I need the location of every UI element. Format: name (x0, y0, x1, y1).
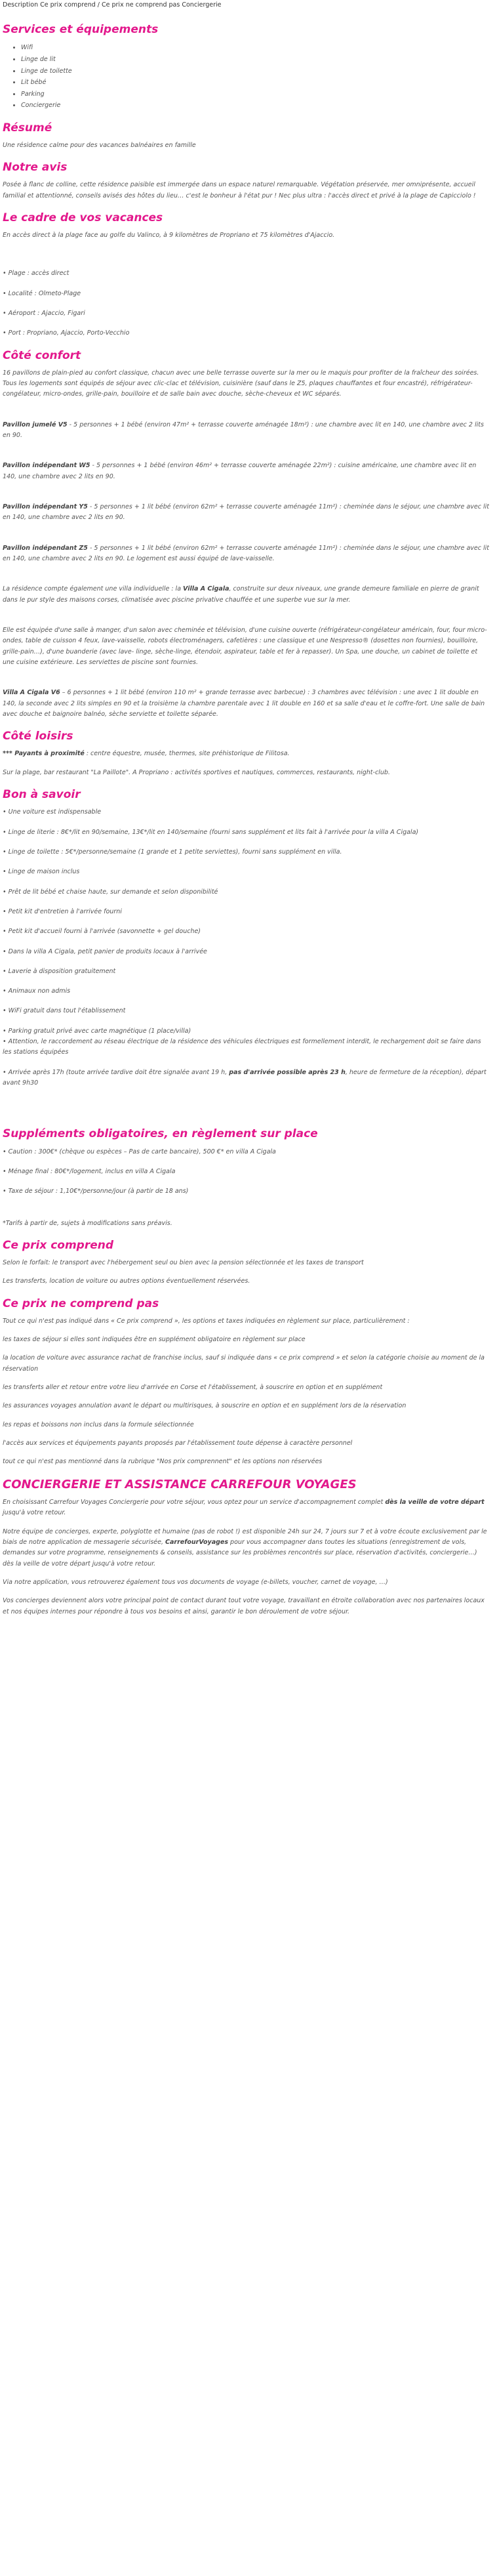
list-item: • Laverie à disposition gratuitement (3, 967, 116, 975)
comprend-text-1: Selon le forfait: le transport avec l'hébergement seul ou bien avec la pension sélectionnée et les taxes de transport (3, 1258, 364, 1266)
cadre-bullet-plage: • Plage : accès direct (3, 270, 70, 278)
loisirs-plage: Sur la plage, bar restaurant "La Paillote". A Propriano : activités sportives et nautiques, commerces, restaurants, night-club. (3, 768, 390, 776)
list-item: • Linge de toilette (21, 66, 489, 77)
list-item: les repas et boissons non inclus dans la formule sélectionnée (3, 1421, 194, 1428)
comprend-text-2: Les transferts, location de voiture ou autres options éventuellement réservées. (3, 1278, 250, 1285)
resume-text: Une résidence calme pour des vacances balnéaires en famille (3, 141, 196, 149)
villa-v6-name: Villa A Cigala V6 (3, 689, 60, 697)
loisirs-payants: *** Payants à proximité : centre équestre, musée, thermes, site préhistorique de Filitosa. (3, 750, 290, 758)
list-item: • Ménage final : 80€*/logement, inclus en villa A Cigala (3, 1167, 176, 1175)
list-item: tout ce qui n'est pas mentionné dans la rubrique "Nos prix comprennent" et les options non réservées (3, 1458, 323, 1466)
resume-title: Résumé (3, 121, 52, 135)
services-list (3, 42, 489, 111)
services-title: Services et équipements (3, 23, 159, 37)
cadre-text: En accès direct à la plage face au golfe du Valinco, à 9 kilomètres de Propriano et 75 kilomètres d'Ajaccio. (3, 232, 335, 239)
pavillon-y5-name: Pavillon indépendant Y5 (3, 503, 88, 511)
list-item: l'accès aux services et équipements payants proposés par l'établissement toute dépense à caractère personnel (3, 1440, 353, 1447)
list-item: • Linge de lit (21, 54, 489, 66)
villa-v6 (3, 688, 489, 720)
list-item: • Une voiture est indispensable (3, 808, 102, 816)
list-item: • Taxe de séjour : 1,10€*/personne/jour (à partir de 18 ans) (3, 1188, 189, 1195)
list-item: • Dans la villa A Cigala, petit panier de produits locaux à l'arrivée (3, 947, 207, 955)
list-item: • Linge de literie : 8€*/lit en 90/semaine, 13€*/lit en 140/semaine (fourni sans supplément et lits fait à l'arrivée pour la villa A Cigala) (3, 828, 419, 836)
list-item: • WiFi gratuit dans tout l'établissement (3, 1007, 126, 1015)
arrival-info: • Arrivée après 17h (toute arrivée tardive doit être signalée avant 19 h, pas d'arrivée possible après 23 h, heure de fermeture de la réception), départ avant 9h30 (3, 1068, 487, 1087)
supplements-title: Suppléments obligatoires, en règlement sur place (3, 1127, 318, 1141)
list-item: les transferts aller et retour entre votre lieu d'arrivée en Corse et l'établissement, à souscrire en option et en supplément (3, 1384, 383, 1392)
cadre-bullet-localite: • Localité : Olmeto-Plage (3, 289, 81, 297)
list-item: • Caution : 300€* (chèque ou espèces – Pas de carte bancaire), 500 €* en villa A Cigala (3, 1148, 276, 1155)
confort-intro: 16 pavillons de plain-pied au confort classique, chacun avec une belle terrasse ouverte sur la mer ou le maquis pour profiter de la fraîcheur des soirées. Tous les logements sont équipés de séjour avec clic-clac et télévision, cuisinière (sauf dans le Z5, plaques chauffantes et four encastré), réfrigérateur-congélateur, micro-ondes, grille-pain, bouilloire et de salle bain avec douche, sèche-cheveux et WC séparés. (3, 369, 479, 398)
conciergerie-p1: En choisissant Carrefour Voyages Conciergerie pour votre séjour, vous optez pour un service d'accompagnement complet dès la veille de votre départ jusqu'à votre retour. (3, 1499, 485, 1517)
notre-avis-text: Posée à flanc de colline, cette résidence paisible est immergée dans un espace naturel remarquable. Végétation préservée, mer omniprésente, accueil familial et attentionné, conseils avisés des hôtes du lieu… c'est le bonheur à l'état pur ! Nec plus ultra : l'accès direct et privé à la plage de Capicciolo ! (3, 181, 476, 199)
cadre-bullet-aeroport: • Aéroport : Ajaccio, Figari (3, 310, 85, 318)
notre-avis-title: Notre avis (3, 161, 68, 175)
conciergerie-title: CONCIERGERIE ET ASSISTANCE CARREFOUR VOYAGES (3, 1477, 357, 1491)
list-item: la location de voiture avec assurance rachat de franchise inclus, sauf si indiquée dans « ce prix comprend » et selon la catégorie choisie au moment de la réservation (3, 1354, 485, 1373)
ne-comprend-title: Ce prix ne comprend pas (3, 1297, 159, 1310)
pavillon-w5-name: Pavillon indépendant W5 (3, 462, 90, 470)
list-item: • Attention, le raccordement au réseau électrique de la résidence des véhicules électriques est formellement interdit, le rechargement doit se faire dans les stations équipées (3, 1038, 481, 1056)
list-item: • Prêt de lit bébé et chaise haute, sur demande et selon disponibilité (3, 888, 218, 896)
pavillon-z5-name: Pavillon indépendant Z5 (3, 544, 88, 552)
list-item: • Wifi (21, 42, 489, 54)
tarifs-note: *Tarifs à partir de, sujets à modifications sans préavis. (3, 1219, 172, 1227)
list-item: • Petit kit d'accueil fourni à l'arrivée (savonnette + gel douche) (3, 928, 201, 936)
loisirs-title: Côté loisirs (3, 730, 73, 743)
villa-v6-text: – 6 personnes + 1 lit bébé (environ 110 m² + grande terrasse avec barbecue) : 3 chambres avec télévision : une avec 1 lit double en 140, la seconde avec 2 lits simples en 90 et la troisième la chambre parentale avec 1 lit double en 160 et sa salle d'eau et le coffre-fort. Une salle de bain avec douche et baignoire balnéo, sèche serviette et toilette séparée. (3, 689, 485, 718)
pavillon-v5-name: Pavillon jumelé V5 (3, 421, 68, 428)
conciergerie-p4: Vos concierges deviennent alors votre principal point de contact durant tout votre voyage, travaillant en étroite collaboration avec nos partenaires locaux et nos équipes internes pour répondre à tous vos besoins et ainsi, garantir le bon déroulement de votre séjour. (3, 1597, 485, 1615)
list-item: les assurances voyages annulation avant le départ ou multirisques, à souscrire en option et en supplément lors de la réservation (3, 1402, 407, 1410)
list-item: • Linge de toilette : 5€*/personne/semaine (1 grande et 1 petite serviettes), fourni sans supplément en villa. (3, 848, 342, 856)
cadre-title: Le cadre de vos vacances (3, 211, 163, 224)
list-item: les taxes de séjour si elles sont indiquées être en supplément obligatoire en règlement sur place (3, 1336, 306, 1344)
bon-savoir-title: Bon à savoir (3, 788, 81, 802)
list-item: • Parking (21, 89, 489, 100)
pavillon-w5 (3, 461, 489, 482)
villa-intro: La résidence compte également une villa individuelle : la Villa A Cigala, construite sur deux niveaux, une grande demeure familiale en pierre de granit dans le pur style des maisons corses, climatisée avec piscine privative chauffée et une superbe vue sur la mer. (3, 585, 479, 604)
list-item: • Conciergerie (21, 100, 489, 112)
pavillon-z5-text: - 5 personnes + 1 lit bébé (environ 62m² + terrasse couverte aménagée 11m²) : cheminée dans le séjour, une chambre avec lit en 140, une chambre avec 2 lits en 90. Le logement est aussi équipé de lave-vaisselle. (3, 544, 489, 563)
conciergerie-p2: Notre équipe de concierges, experte, polyglotte et humaine (pas de robot !) est disponible 24h sur 24, 7 jours sur 7 et à votre écoute exclusivement par le biais de notre application de messagerie sécurisée, CarrefourVoyages pour vous accompagner dans toutes les situations (enregistrement de vols, demandes sur votre programme, renseignements & conseils, assistance sur les problèmes rencontrés sur place, réservation d'activités, conciergerie…) dès la veille de votre départ jusqu'à votre retour. (3, 1527, 487, 1568)
pavillon-w5-text: - 5 personnes + 1 bébé (environ 46m² + terrasse couverte aménagée 22m²) : cuisine américaine, une chambre avec lit en 140, une chambre avec 2 lits en 90. (3, 462, 477, 480)
breadcrumb: Description Ce prix comprend / Ce prix ne comprend pas Conciergerie (3, 1, 222, 9)
conciergerie-p3: Via notre application, vous retrouverez également tous vos documents de voyage (e-billets, voucher, carnet de voyage, …) (3, 1579, 388, 1587)
pavillon-v5 (3, 420, 489, 442)
list-item: • Parking gratuit privé avec carte magnétique (1 place/villa) (3, 1027, 191, 1035)
pavillon-z5 (3, 543, 489, 565)
pavillon-v5-text: - 5 personnes + 1 bébé (environ 47m² + terrasse couverte aménagée 18m²) : une chambre avec lit en 140, une chambre avec 2 lits en 90. (3, 421, 484, 440)
pavillon-y5-text: - 5 personnes + 1 lit bébé (environ 62m² + terrasse couverte aménagée 11m²) : cheminée dans le séjour, une chambre avec lit en 140, une chambre avec 2 lits en 90. (3, 503, 489, 522)
list-item: Tout ce qui n'est pas indiqué dans « Ce prix comprend », les options et taxes indiquées en règlement sur place, particulièrement : (3, 1317, 410, 1325)
list-item: • Linge de maison inclus (3, 868, 80, 876)
villa-equipment: Elle est équipée d'une salle à manger, d'un salon avec cheminée et télévision, d'une cuisine ouverte (réfrigérateur-congélateur américain, four, four micro-ondes, table de cuisson 4 feux, lave-vaisselle, robots électroménagers, cafetières : une classique et une Nespresso® (dosettes non fournies), bouilloire, grille-pain…), d'une buanderie (avec lave- linge, sèche-linge, étendoir, aspirateur, table et fer à repasser). Un Spa, une douche, un cabinet de toilette et une cuisine extérieure. Les serviettes de piscine sont fournies. (3, 627, 487, 667)
confort-title: Côté confort (3, 348, 81, 362)
list-item: • Petit kit d'entretien à l'arrivée fourni (3, 907, 122, 915)
villa-name: Villa A Cigala (183, 585, 229, 593)
comprend-title: Ce prix comprend (3, 1238, 114, 1252)
list-item: • Lit bébé (21, 77, 489, 89)
cadre-bullet-port: • Port : Propriano, Ajaccio, Porto-Vecchio (3, 329, 130, 337)
list-item: • Animaux non admis (3, 987, 71, 995)
pavillon-y5 (3, 502, 489, 524)
